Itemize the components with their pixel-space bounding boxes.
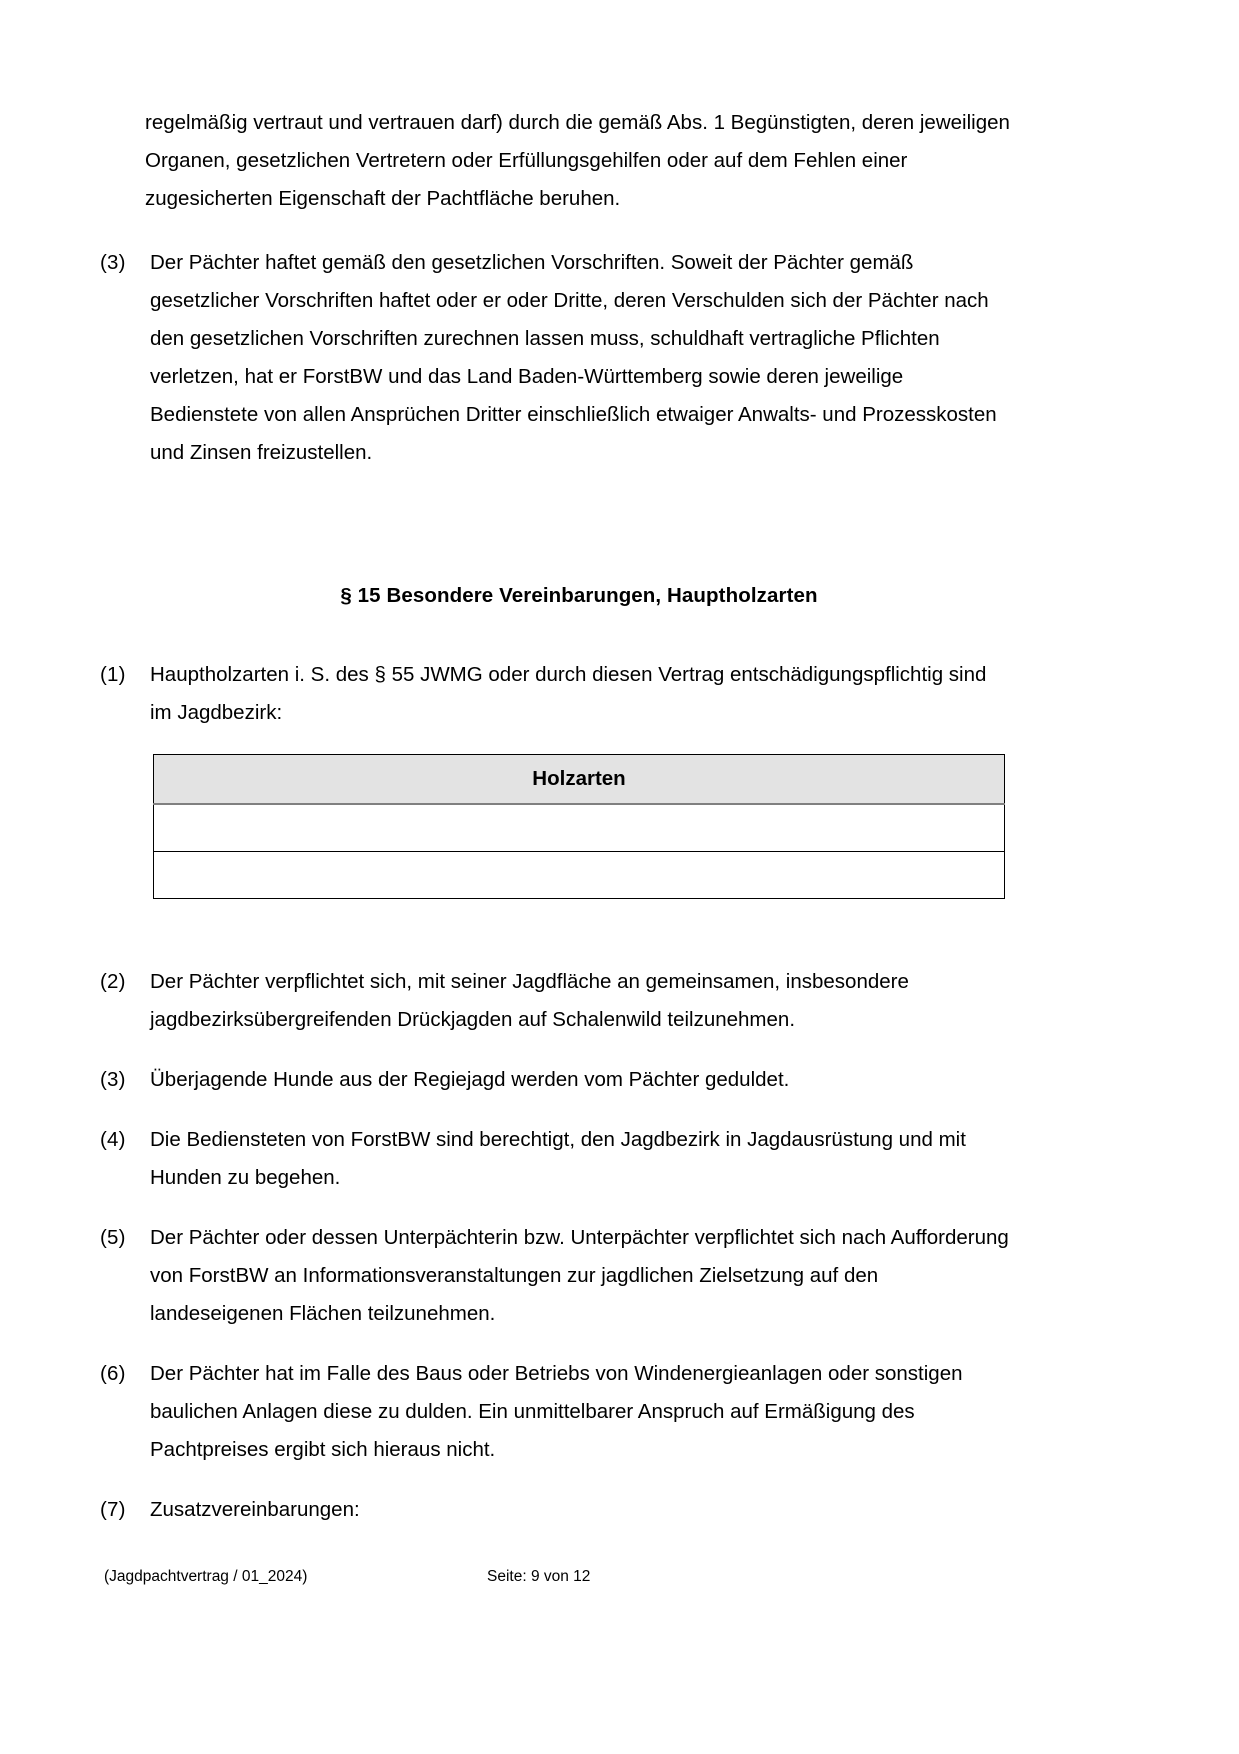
paragraph-number: (1) [100,663,126,686]
paragraph-number: (5) [100,1226,126,1249]
section-item-3 [100,1061,1013,1099]
section-heading: § 15 Besondere Vereinbarungen, Hauptholzarten [340,584,818,607]
paragraph-text: Überjagende Hunde aus der Regiejagd werden vom Pächter geduldet. [150,1068,790,1091]
paragraph-text: Der Pächter hat im Falle des Baus oder Betriebs von Windenergieanlagen oder sonstigen baulichen Anlagen diese zu dulden. Ein unmittelbarer Anspruch auf Ermäßigung des Pachtpreises ergibt sich hieraus nicht. [150,1362,963,1461]
paragraph-text: Der Pächter oder dessen Unterpächterin bzw. Unterpächter verpflichtet sich nach Aufforderung von ForstBW an Informationsveranstaltungen zur jagdlichen Zielsetzung auf den landeseigenen Flächen teilzunehmen. [150,1226,1009,1325]
paragraph-text: Der Pächter verpflichtet sich, mit seiner Jagdfläche an gemeinsamen, insbesondere jagdbezirksübergreifenden Drückjagden auf Schalenwild teilzunehmen. [150,970,909,1031]
paragraph-text: Hauptholzarten i. S. des § 55 JWMG oder durch diesen Vertrag entschädigungspflichtig sind im Jagdbezirk: [150,663,987,724]
table-header-row [154,755,1005,805]
paragraph-3-top [100,244,1013,472]
paragraph-number: (3) [100,1068,126,1091]
section-item-7 [100,1491,1013,1529]
table-row [154,852,1005,899]
page-footer [0,1566,1239,1596]
paragraph-number: (4) [100,1128,126,1151]
table-column-header-holzarten: Holzarten [154,755,1005,805]
footer-document-reference: (Jagdpachtvertrag / 01_2024) [104,1568,308,1585]
paragraph-text: Die Bediensteten von ForstBW sind berechtigt, den Jagdbezirk in Jagdausrüstung und mit Hunden zu begehen. [150,1128,966,1189]
table-cell-holzart[interactable] [154,852,1005,899]
continuation-paragraph: regelmäßig vertraut und vertrauen darf) durch die gemäß Abs. 1 Begünstigten, deren jeweiligen Organen, gesetzlichen Vertretern oder Erfüllungsgehilfen oder auf dem Fehlen einer zugesicherten Eigenschaft der Pachtfläche beruhen. [145,111,1010,210]
section-item-5 [100,1219,1013,1333]
paragraph-text: Zusatzvereinbarungen: [150,1498,360,1521]
table-cell-holzart[interactable] [154,804,1005,852]
page-content [100,104,1013,1551]
section-item-4 [100,1121,1013,1197]
paragraph-number: (2) [100,970,126,993]
holzarten-table-wrapper [153,754,1005,899]
holzarten-table [153,754,1005,899]
table-bottom-spacer [145,899,1013,963]
table-row [154,804,1005,852]
paragraph-text: Der Pächter haftet gemäß den gesetzlichen Vorschriften. Soweit der Pächter gemäß gesetzlicher Vorschriften haftet oder er oder Dritte, deren Verschulden sich der Pächter nach den gesetzlichen Vorschriften zurechnen lassen muss, schuldhaft vertragliche Pflichten verletzen, hat er ForstBW und das Land Baden-Württemberg sowie deren jeweilige Bedienstete von allen Ansprüchen Dritter einschließlich etwaiger Anwalts- und Prozesskosten und Zinsen freizustellen. [150,251,997,464]
paragraph-number: (6) [100,1362,126,1385]
section-item-6 [100,1355,1013,1469]
section-item-2 [100,963,1013,1039]
paragraph-number: (3) [100,251,126,274]
paragraph-number: (7) [100,1498,126,1521]
section-item-1 [100,656,1013,732]
footer-page-number: Seite: 9 von 12 [487,1568,591,1585]
